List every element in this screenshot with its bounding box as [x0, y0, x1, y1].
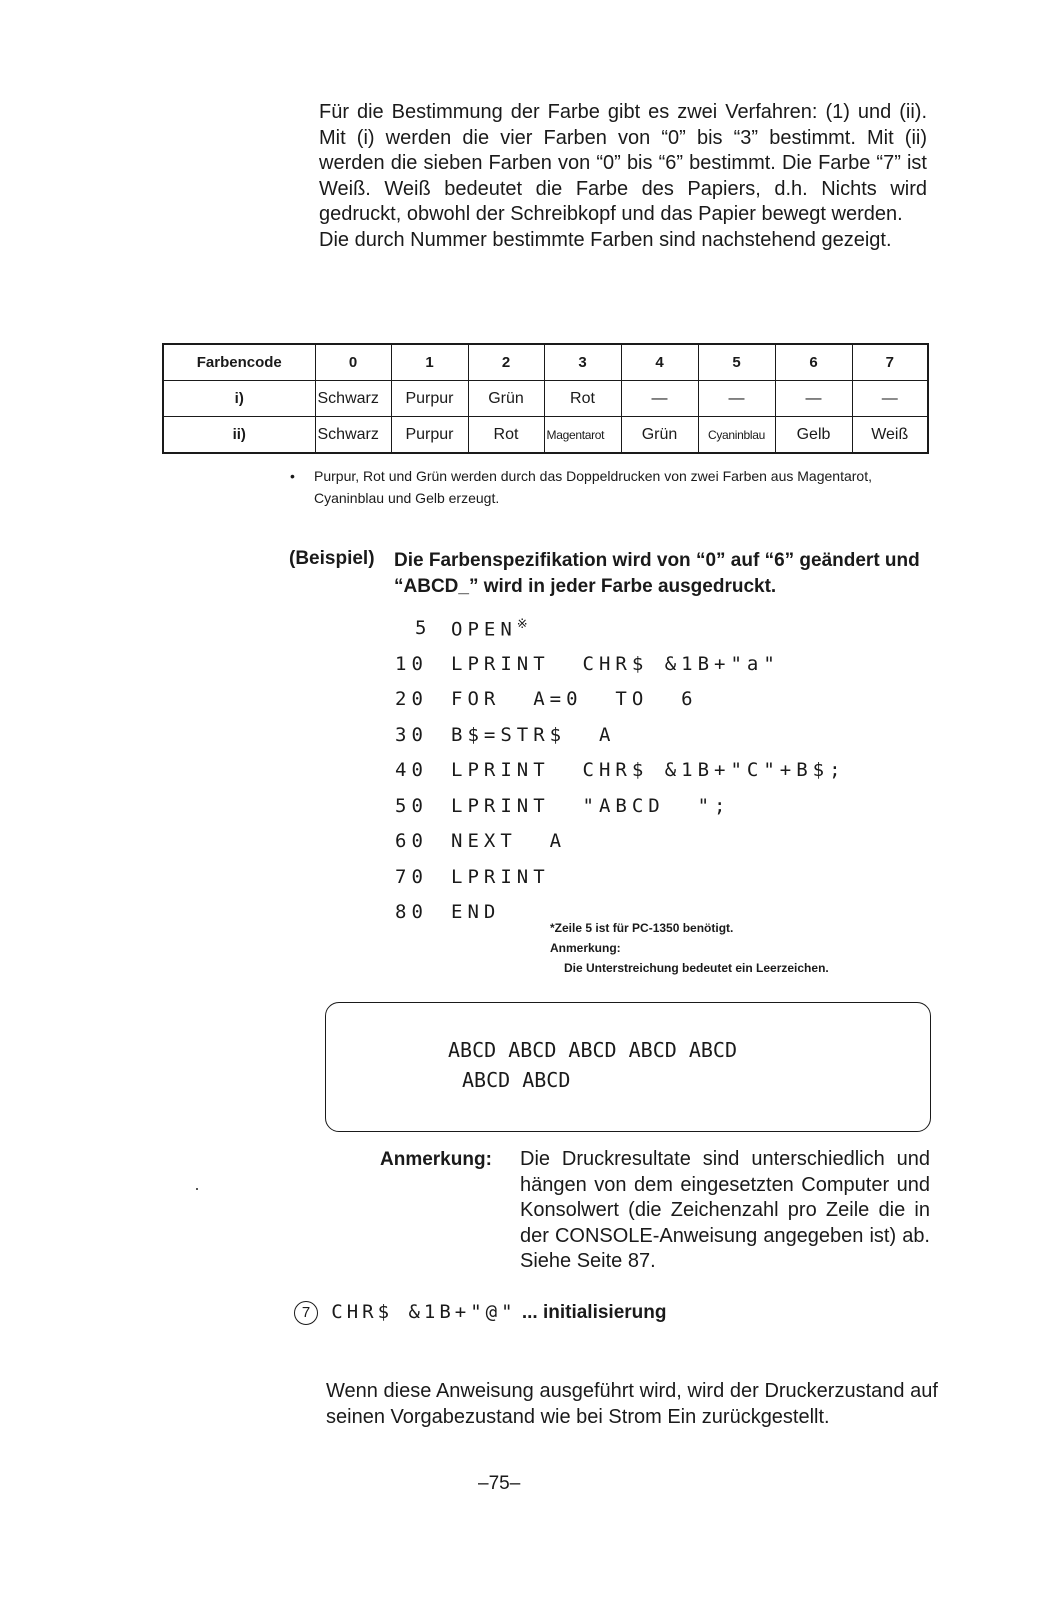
table-cell: Schwarz	[315, 381, 391, 417]
table-header-cell: 6	[775, 344, 852, 381]
printout-line-1: ABCD ABCD ABCD ABCD ABCD	[448, 1038, 737, 1062]
stray-mark	[196, 1188, 198, 1190]
example-title: Die Farbenspezifikation wird von “0” auf “6” geändert und “ABCD_” wird in jeder Farbe ausgedruckt.	[394, 550, 920, 597]
anmerkung-text: Die Druckresultate sind unterschiedlich und hängen von dem eingesetzten Computer und Konsolwert (die Zeichenzahl pro Zeile die in der CONSOLE-Anweisung angegeben ist) ab. Siehe Seite 87.	[520, 1148, 930, 1272]
table-header-cell: 3	[544, 344, 621, 381]
color-note	[290, 465, 890, 509]
table-header-cell: Farbencode	[163, 344, 315, 381]
table-header-cell: 4	[621, 344, 698, 381]
code-footnote	[550, 918, 829, 978]
table-cell: —	[775, 381, 852, 417]
intro-paragraph-1: Für die Bestimmung der Farbe gibt es zwei Verfahren: (1) und (ii). Mit (i) werden die vier Farben von “0” bis “3” bestimmt. Mit (ii) werden die sieben Farben von “0” bis “6” bestimmt. Die Farbe “7” ist Weiß. Weiß bedeutet die Farbe des Papiers, d.h. Nichts wird gedruckt, obwohl der Schreibkopf und das Papier bewegt werden.	[319, 101, 927, 225]
circled-number: 7	[294, 1301, 318, 1325]
table-cell: Gelb	[775, 417, 852, 454]
code-statement: FOR A=0 TO 6	[451, 688, 698, 710]
table-cell: Grün	[621, 417, 698, 454]
table-cell: Magentarot	[544, 417, 621, 454]
table-header-cell: 0	[315, 344, 391, 381]
color-note-text: Purpur, Rot und Grün werden durch das Doppeldrucken von zwei Farben aus Magentarot, Cyaninblau und Gelb erzeugt.	[314, 468, 872, 506]
table-cell: Rot	[468, 417, 544, 454]
table-cell: Weiß	[852, 417, 928, 454]
reference-mark: ※	[516, 617, 533, 632]
table-cell: —	[621, 381, 698, 417]
bullet-marker: •	[290, 468, 295, 484]
line-number: 30	[395, 723, 428, 746]
code-statement: B$=STR$ A	[451, 723, 616, 746]
line-number: 60	[395, 830, 428, 852]
intro-paragraph-2: Die durch Nummer bestimmte Farben sind nachstehend gezeigt.	[319, 228, 892, 251]
footnote-line-1: *Zeile 5 ist für PC-1350 benötigt.	[550, 921, 734, 935]
line-number: 50	[395, 794, 428, 817]
printout-line-2: ABCD ABCD	[462, 1068, 571, 1092]
table-header-cell: 2	[468, 344, 544, 381]
table-header-cell: 5	[698, 344, 775, 381]
init-description: Wenn diese Anweisung ausgeführt wird, wird der Druckerzustand auf seinen Vorgabezustand wie bei Strom Ein zurückgestellt.	[326, 1380, 938, 1428]
table-cell: Grün	[468, 381, 544, 417]
printout-text	[448, 1035, 737, 1095]
line-number: 10	[395, 652, 428, 675]
footnote-line-3: Die Unterstreichung bedeutet ein Leerzeichen.	[564, 961, 829, 975]
init-code: CHR$ &1B+"@"	[331, 1301, 517, 1324]
init-label: ... initialisierung	[521, 1302, 667, 1324]
line-number: 70	[395, 865, 428, 888]
table-cell: Purpur	[391, 381, 468, 417]
example-label: (Beispiel)	[289, 548, 375, 569]
code-statement: LPRINT	[451, 865, 550, 888]
table-row-label: ii)	[163, 417, 315, 454]
table-cell: —	[852, 381, 928, 417]
table-cell: Schwarz	[315, 417, 391, 454]
code-statement-text: OPEN	[451, 618, 517, 641]
code-statement	[451, 617, 533, 640]
code-statement: END	[451, 901, 501, 923]
table-cell: Purpur	[391, 417, 468, 454]
line-number: 80	[395, 901, 428, 923]
table-cell: Cyaninblau	[698, 417, 775, 454]
anmerkung-label: Anmerkung:	[380, 1149, 492, 1170]
code-statement: LPRINT CHR$ &1B+"a"	[451, 652, 780, 675]
code-statement: NEXT A	[451, 830, 567, 852]
table-cell: Rot	[544, 381, 621, 417]
table-cell: —	[698, 381, 775, 417]
code-statement: LPRINT CHR$ &1B+"C"+B$;	[451, 759, 846, 781]
table-row	[163, 417, 928, 454]
line-number: 20	[395, 688, 428, 710]
footnote-line-2: Anmerkung:	[550, 941, 621, 955]
intro-text	[319, 100, 927, 253]
table-row-label: i)	[163, 381, 315, 417]
line-number: 40	[395, 759, 428, 781]
line-number: 5	[415, 617, 432, 639]
init-heading	[294, 1301, 666, 1325]
table-header-cell: 1	[391, 344, 468, 381]
table-row	[163, 381, 928, 417]
color-code-table	[162, 343, 929, 454]
table-header-row	[163, 344, 928, 381]
code-statement: LPRINT "ABCD ";	[451, 794, 731, 817]
page-number: –75–	[478, 1473, 521, 1494]
table-header-cell: 7	[852, 344, 928, 381]
